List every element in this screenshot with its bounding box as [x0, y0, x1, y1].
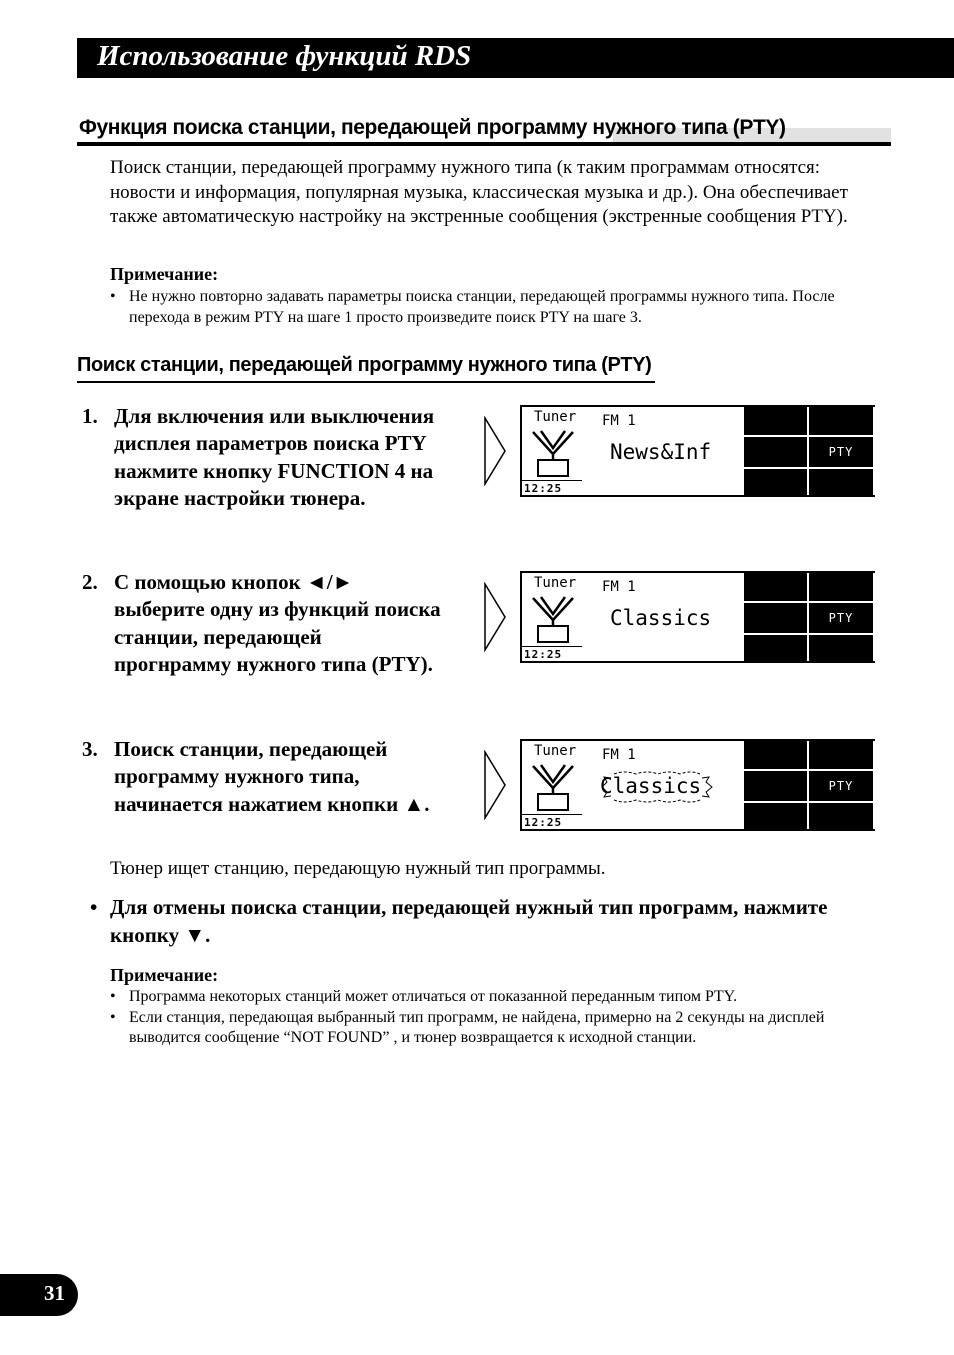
cancel-text: Для отмены поиска станции, передающей нужный тип программ, нажмите кнопку ▼. — [110, 895, 828, 947]
pty-name: Classics — [610, 606, 712, 630]
function-button-1[interactable] — [744, 407, 807, 435]
section-title: Функция поиска станции, передающей программу нужного типа (PTY) — [79, 116, 786, 139]
function-button-3[interactable] — [744, 771, 807, 801]
page-number: 31 — [44, 1281, 65, 1305]
bullet-icon: • — [90, 895, 98, 919]
note-item: • Если станция, передающая выбранный тип программ, не найдена, примерно на 2 секунды на дисплей выводится сообщение “NOT FOUND” , и тюнер возвращается к исходной станции. — [110, 1008, 870, 1049]
step-text: Поиск станции, передающей программу нужного типа, начинается нажатием кнопки ▲. — [114, 737, 430, 816]
chapter-banner — [77, 38, 954, 78]
tuner-display-3 — [520, 739, 875, 831]
function-button-6[interactable] — [809, 803, 873, 831]
pty-name: Classics — [600, 774, 702, 798]
function-button-5[interactable] — [744, 635, 807, 663]
function-button-5[interactable] — [744, 803, 807, 831]
step-number: 3. — [82, 737, 98, 761]
function-button-2[interactable] — [809, 573, 873, 601]
clock-readout: 12:25 — [524, 816, 563, 829]
tuner-display-1 — [520, 405, 875, 497]
note-item: • Программа некоторых станций может отличаться от показанной переданным типом PTY. — [110, 987, 870, 1008]
function-button-6[interactable] — [809, 469, 873, 497]
function-button-2[interactable] — [809, 407, 873, 435]
source-label: Tuner — [534, 575, 577, 591]
search-description: Тюнер ищет станцию, передающую нужный тип программы. — [110, 858, 606, 879]
band-label: FM 1 — [602, 413, 636, 429]
function-button-2[interactable] — [809, 741, 873, 769]
page-number-tab — [0, 1274, 78, 1316]
note-list-2 — [110, 987, 870, 1049]
pty-button[interactable]: PTY — [809, 603, 873, 633]
pty-name: News&Inf — [610, 440, 712, 464]
note-list-1 — [110, 287, 870, 328]
pty-button[interactable]: PTY — [809, 437, 873, 467]
step-arrow-icon — [483, 582, 507, 652]
step-arrow-icon — [483, 416, 507, 486]
intro-paragraph: Поиск станции, передающей программу нужного типа (к таким программам относятся: новости и информация, популярная музыка, классическая музыка и др.). Она обеспечивает также автоматическую настройку на экстренные сообщения (экстренные сообщения PTY). — [110, 157, 848, 227]
function-button-6[interactable] — [809, 635, 873, 663]
tuner-display-2 — [520, 571, 875, 663]
function-button-1[interactable] — [744, 741, 807, 769]
section-heading — [77, 116, 891, 146]
note-heading-1: Примечание: — [110, 264, 219, 284]
note-item: • Не нужно повторно задавать параметры поиска станции, передающей программы нужного типа. После перехода в режим PTY на шаге 1 просто произведите поиск PTY на шаге 3. — [110, 287, 870, 328]
pty-button[interactable]: PTY — [809, 771, 873, 801]
band-label: FM 1 — [602, 747, 636, 763]
step-text: С помощью кнопок ◄/► выберите одну из функций поиска станции, передающей прогнрамму нужного типа (PTY). — [114, 570, 441, 676]
antenna-icon — [530, 428, 576, 478]
step-arrow-icon — [483, 750, 507, 820]
source-label: Tuner — [534, 409, 577, 425]
clock-readout: 12:25 — [524, 482, 563, 495]
chapter-title: Использование функций RDS — [97, 40, 472, 72]
step-number: 2. — [82, 570, 98, 594]
subsection-title: Поиск станции, передающей программу нужного типа (PTY) — [77, 354, 655, 383]
function-button-3[interactable] — [744, 603, 807, 633]
note-heading-2: Примечание: — [110, 965, 219, 985]
function-button-grid — [744, 407, 875, 495]
function-button-5[interactable] — [744, 469, 807, 497]
antenna-icon — [530, 594, 576, 644]
source-label: Tuner — [534, 743, 577, 759]
function-button-1[interactable] — [744, 573, 807, 601]
antenna-icon — [530, 762, 576, 812]
function-button-grid — [744, 741, 875, 829]
band-label: FM 1 — [602, 579, 636, 595]
step-text: Для включения или выключения дисплея параметров поиска PTY нажмите кнопку FUNCTION 4 на экране настройки тюнера. — [114, 404, 435, 510]
step-number: 1. — [82, 404, 98, 428]
clock-readout: 12:25 — [524, 648, 563, 661]
function-button-grid — [744, 573, 875, 661]
function-button-3[interactable] — [744, 437, 807, 467]
